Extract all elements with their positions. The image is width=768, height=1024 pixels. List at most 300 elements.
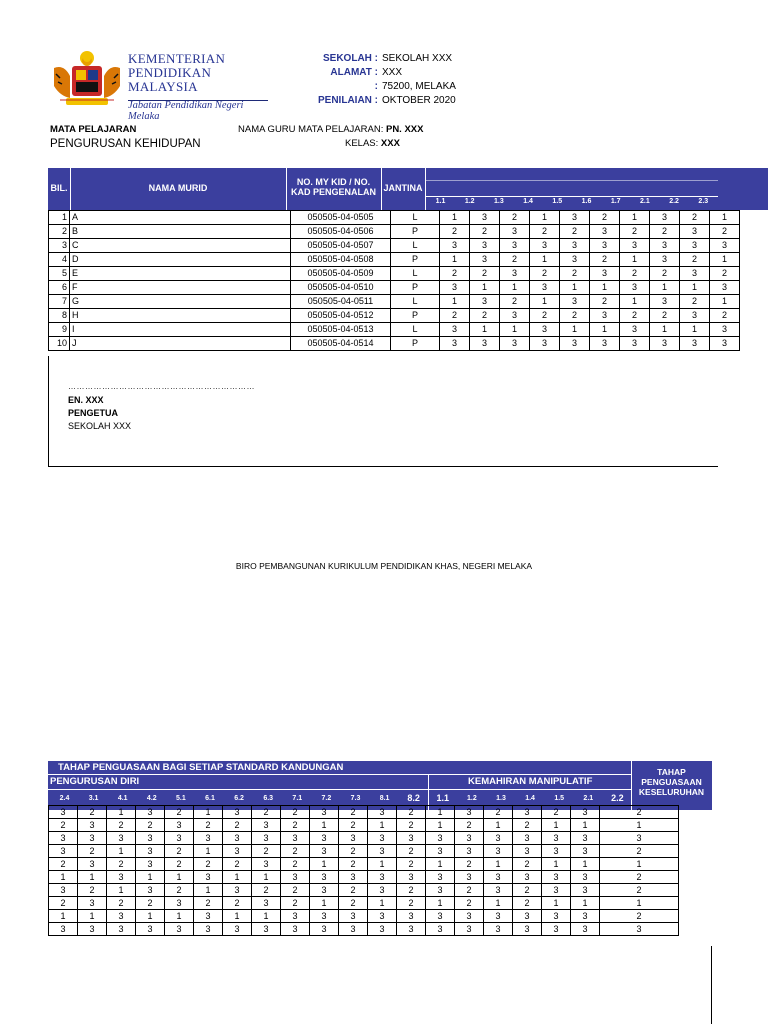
score-cell: 3	[194, 871, 223, 884]
score-cell: 3	[590, 337, 620, 351]
score-cell: 3	[484, 923, 513, 936]
score-cell: 3	[560, 239, 590, 253]
score-cell: 2	[339, 819, 368, 832]
score-cell: 1	[620, 211, 650, 225]
score-cell: 2	[136, 897, 165, 910]
score-cell: 3	[470, 253, 500, 267]
cell-bil: 4	[49, 253, 70, 267]
score-cell: 3	[513, 910, 542, 923]
score-cell: 2	[530, 225, 560, 239]
score-cell: 3	[194, 910, 223, 923]
cell-bil: 8	[49, 309, 70, 323]
cell-j: P	[391, 281, 440, 295]
overall-cell: 2	[600, 806, 679, 819]
cell-j: L	[391, 211, 440, 225]
score-cell: 3	[440, 239, 470, 253]
score-cell: 3	[397, 871, 426, 884]
score-cell: 1	[484, 897, 513, 910]
penilaian-label: PENILAIAN :	[318, 95, 378, 106]
sk-header: 2.2	[611, 793, 624, 803]
header-jantina: JANTINA	[383, 183, 423, 193]
overall-cell: 2	[600, 871, 679, 884]
score-cell: 2	[440, 309, 470, 323]
score-cell: 2	[530, 309, 560, 323]
score-cell: 2	[281, 845, 310, 858]
principal-title: PENGETUA	[68, 408, 119, 418]
score-cell: 1	[560, 281, 590, 295]
score-cell: 3	[223, 923, 252, 936]
score-cell: 1	[620, 295, 650, 309]
cell-bil: 6	[49, 281, 70, 295]
score-cell: 3	[107, 832, 136, 845]
score-cell: 2	[513, 819, 542, 832]
ministry-line1: KEMENTERIAN	[128, 51, 226, 66]
score-cell: 3	[571, 884, 600, 897]
score-cell: 1	[368, 858, 397, 871]
score-cell: 3	[484, 884, 513, 897]
score-cell: 2	[680, 211, 710, 225]
score-cell: 3	[513, 845, 542, 858]
class-label: KELAS:	[345, 138, 379, 149]
score-cell: 3	[560, 295, 590, 309]
score-cell: 3	[107, 910, 136, 923]
score-cell: 3	[455, 845, 484, 858]
sk-header: 1.2	[467, 795, 477, 802]
ministry-line3: MALAYSIA	[128, 79, 198, 94]
score-cell: 3	[542, 871, 571, 884]
score-cell: 3	[310, 871, 339, 884]
sk-header: 1.2	[464, 198, 475, 205]
sk-header: 2.3	[698, 198, 709, 205]
score-cell: 3	[470, 239, 500, 253]
score-cell: 3	[542, 845, 571, 858]
score-cell: 3	[680, 225, 710, 239]
score-cell: 3	[470, 337, 500, 351]
score-cell: 3	[650, 337, 680, 351]
score-cell: 2	[165, 858, 194, 871]
score-cell: 1	[571, 897, 600, 910]
score-cell: 3	[571, 910, 600, 923]
cell-bil: 2	[49, 225, 70, 239]
score-cell: 3	[426, 884, 455, 897]
score-cell: 1	[252, 871, 281, 884]
sk-header: 1.3	[496, 795, 506, 802]
table-row	[49, 884, 679, 897]
score-cell: 2	[513, 858, 542, 871]
class-value: XXX	[380, 138, 400, 149]
score-cell: 1	[542, 897, 571, 910]
score-cell: 3	[650, 239, 680, 253]
score-cell: 1	[571, 858, 600, 871]
ministry-line2: PENDIDIKAN	[128, 65, 212, 80]
score-cell: 3	[560, 253, 590, 267]
teacher-label: NAMA GURU MATA PELAJARAN:	[238, 124, 384, 135]
sk-header: 2.1	[583, 795, 594, 802]
sk-header: 2.1	[640, 198, 650, 205]
score-cell: 2	[650, 309, 680, 323]
sk-header: 2.2	[669, 198, 679, 205]
score-cell: 1	[136, 910, 165, 923]
score-cell: 3	[252, 819, 281, 832]
table-row	[49, 225, 740, 239]
overall-cell: 2	[600, 910, 679, 923]
table-row	[49, 267, 740, 281]
score-cell: 1	[542, 858, 571, 871]
score-cell: 1	[426, 858, 455, 871]
score-cell: 2	[165, 806, 194, 819]
overall-cell: 3	[600, 832, 679, 845]
cell-nama: G	[70, 295, 291, 309]
score-cell: 3	[368, 806, 397, 819]
score-cell: 2	[542, 806, 571, 819]
score-cell: 3	[368, 832, 397, 845]
principal-school: SEKOLAH XXX	[68, 421, 132, 431]
score-cell: 3	[513, 806, 542, 819]
score-cell: 2	[397, 897, 426, 910]
header-kid	[286, 177, 381, 197]
score-cell: 3	[281, 871, 310, 884]
score-cell: 3	[194, 923, 223, 936]
score-cell: 2	[397, 845, 426, 858]
score-cell: 1	[426, 897, 455, 910]
score-cell: 2	[49, 819, 78, 832]
cell-j: L	[391, 267, 440, 281]
score-cell: 1	[620, 253, 650, 267]
score-cell: 3	[136, 884, 165, 897]
score-cell: 3	[680, 267, 710, 281]
score-cell: 3	[560, 211, 590, 225]
score-cell: 3	[339, 832, 368, 845]
table-row	[49, 253, 740, 267]
score-cell: 3	[223, 845, 252, 858]
score-cell: 3	[368, 923, 397, 936]
score-cell: 3	[165, 819, 194, 832]
page-border-right	[711, 946, 712, 1024]
score-cell: 1	[223, 871, 252, 884]
score-cell: 1	[440, 295, 470, 309]
table-row	[49, 832, 679, 845]
score-cell: 3	[136, 923, 165, 936]
score-cell: 3	[680, 239, 710, 253]
score-cell: 3	[560, 337, 590, 351]
sk-header: 6.3	[263, 795, 274, 802]
score-cell: 3	[310, 884, 339, 897]
score-cell: 3	[590, 267, 620, 281]
score-cell: 2	[339, 806, 368, 819]
header-overall-line1: TAHAP	[657, 767, 686, 777]
score-cell: 2	[194, 819, 223, 832]
score-cell: 3	[310, 910, 339, 923]
score-cell: 3	[710, 239, 740, 253]
cell-nama: C	[70, 239, 291, 253]
score-cell: 2	[455, 819, 484, 832]
score-cell: 1	[560, 323, 590, 337]
score-cell: 1	[252, 910, 281, 923]
table-row	[49, 923, 679, 936]
score-cell: 2	[107, 858, 136, 871]
score-cell: 3	[571, 923, 600, 936]
score-cell: 2	[397, 819, 426, 832]
score-cell: 2	[281, 884, 310, 897]
score-cell: 2	[455, 897, 484, 910]
score-cell: 2	[650, 225, 680, 239]
score-cell: 2	[339, 858, 368, 871]
score-cell: 3	[571, 871, 600, 884]
score-cell: 3	[542, 832, 571, 845]
score-cell: 2	[620, 225, 650, 239]
score-cell: 1	[310, 858, 339, 871]
score-cell: 2	[281, 806, 310, 819]
cell-bil: 1	[49, 211, 70, 225]
score-cell: 2	[590, 211, 620, 225]
score-cell: 2	[470, 267, 500, 281]
sk-header: 7.2	[321, 795, 332, 802]
table-row	[49, 323, 740, 337]
overall-cell: 1	[600, 858, 679, 871]
score-cell: 3	[78, 923, 107, 936]
score-cell: 1	[710, 295, 740, 309]
score-cell: 3	[107, 923, 136, 936]
sk-header: 1.5	[552, 198, 563, 205]
table-row	[49, 819, 679, 832]
ministry-logo	[48, 48, 270, 122]
teacher-name: PN. XXX	[385, 124, 424, 135]
score-cell: 3	[513, 871, 542, 884]
table-row	[49, 337, 740, 351]
score-cell: 2	[165, 884, 194, 897]
score-cell: 3	[620, 281, 650, 295]
score-cell: 3	[252, 897, 281, 910]
student-score-table	[48, 210, 740, 351]
score-cell: 2	[397, 884, 426, 897]
score-cell: 3	[136, 832, 165, 845]
score-cell: 2	[136, 819, 165, 832]
score-cell: 1	[368, 897, 397, 910]
score-cell: 2	[455, 884, 484, 897]
score-cell: 2	[484, 806, 513, 819]
score-cell: 3	[397, 832, 426, 845]
score-cell: 2	[107, 897, 136, 910]
score-cell: 1	[530, 295, 560, 309]
score-cell: 3	[455, 806, 484, 819]
score-cell: 2	[620, 267, 650, 281]
header-kid-line2: KAD PENGENALAN	[290, 187, 376, 197]
score-cell: 1	[136, 871, 165, 884]
score-cell: 3	[310, 832, 339, 845]
score-cell: 2	[560, 267, 590, 281]
cell-j: P	[391, 337, 440, 351]
score-cell: 3	[500, 239, 530, 253]
score-cell: 3	[620, 239, 650, 253]
sk-header: 8.2	[407, 793, 420, 803]
cell-j: P	[391, 253, 440, 267]
score-cell: 2	[440, 225, 470, 239]
score-cell: 3	[455, 923, 484, 936]
score-cell: 3	[650, 253, 680, 267]
score-cell: 1	[530, 253, 560, 267]
header-bil: BIL.	[50, 183, 68, 193]
overall-cell: 2	[600, 845, 679, 858]
cell-ic: 050505-04-0510	[291, 281, 391, 295]
score-cell: 3	[455, 832, 484, 845]
department-name: Jabatan Pendidikan Negeri Melaka	[128, 100, 244, 122]
alamat-value-1: XXX	[382, 67, 403, 78]
score-cell: 3	[530, 281, 560, 295]
table1-header	[48, 168, 768, 210]
score-cell: 1	[49, 910, 78, 923]
sk-header: 1.6	[581, 198, 592, 205]
sk-header: 1.3	[494, 198, 504, 205]
score-cell: 3	[571, 806, 600, 819]
table-row	[49, 309, 740, 323]
header-nama: NAMA MURID	[148, 183, 208, 193]
score-cell: 3	[542, 884, 571, 897]
cell-ic: 050505-04-0509	[291, 267, 391, 281]
score-cell: 1	[571, 819, 600, 832]
cell-j: P	[391, 309, 440, 323]
score-cell: 3	[165, 923, 194, 936]
score-cell: 1	[500, 281, 530, 295]
score-cell: 3	[470, 295, 500, 309]
header-overall	[631, 767, 712, 797]
score-cell: 3	[426, 845, 455, 858]
table-row	[49, 295, 740, 309]
score-cell: 3	[397, 923, 426, 936]
overall-cell: 1	[600, 819, 679, 832]
score-cell: 3	[78, 897, 107, 910]
score-cell: 1	[710, 253, 740, 267]
score-cell: 2	[680, 295, 710, 309]
score-cell: 1	[165, 871, 194, 884]
score-cell: 2	[470, 309, 500, 323]
sk-header: 2.4	[59, 795, 70, 802]
overall-cell: 3	[600, 923, 679, 936]
header-kid-line1: NO. MY KID / NO.	[296, 177, 371, 187]
score-cell: 2	[339, 897, 368, 910]
cell-nama: F	[70, 281, 291, 295]
score-cell: 3	[107, 871, 136, 884]
score-cell: 1	[49, 871, 78, 884]
signature-line: …………………………………………………………	[68, 382, 255, 391]
score-cell: 2	[560, 225, 590, 239]
score-cell: 1	[710, 211, 740, 225]
sk-header: 7.3	[350, 795, 361, 802]
score-cell: 3	[590, 225, 620, 239]
score-cell: 3	[513, 832, 542, 845]
score-cell: 3	[426, 923, 455, 936]
overall-cell: 1	[600, 897, 679, 910]
score-cell: 3	[49, 806, 78, 819]
score-cell: 3	[136, 858, 165, 871]
teacher-info	[238, 124, 423, 135]
score-cell: 3	[165, 832, 194, 845]
sk-header: 1.7	[610, 198, 621, 205]
table2-title: TAHAP PENGUASAAN BAGI SETIAP STANDARD KANDUNGAN	[58, 762, 344, 773]
score-cell: 2	[281, 819, 310, 832]
score-cell: 3	[310, 806, 339, 819]
cell-nama: J	[70, 337, 291, 351]
sk-header: 4.1	[117, 795, 128, 802]
score-cell: 3	[542, 923, 571, 936]
score-cell: 3	[281, 832, 310, 845]
table-row	[49, 806, 679, 819]
score-cell: 2	[513, 897, 542, 910]
score-cell: 3	[440, 281, 470, 295]
score-cell: 3	[440, 337, 470, 351]
cell-bil: 3	[49, 239, 70, 253]
header-overall-line3: KESELURUHAN	[638, 787, 705, 797]
score-cell: 2	[590, 295, 620, 309]
score-cell: 3	[500, 225, 530, 239]
sk-header: 1.4	[523, 198, 533, 205]
cell-bil: 5	[49, 267, 70, 281]
score-cell: 2	[49, 897, 78, 910]
score-cell: 3	[710, 337, 740, 351]
score-cell: 2	[620, 309, 650, 323]
alamat-label: ALAMAT :	[330, 67, 378, 78]
score-cell: 2	[281, 858, 310, 871]
score-cell: 3	[49, 832, 78, 845]
score-cell: 3	[470, 211, 500, 225]
score-cell: 3	[368, 871, 397, 884]
score-cell: 3	[49, 884, 78, 897]
cell-j: L	[391, 323, 440, 337]
score-cell: 3	[426, 871, 455, 884]
cell-j: L	[391, 295, 440, 309]
score-cell: 1	[194, 806, 223, 819]
score-cell: 2	[455, 858, 484, 871]
table-row	[49, 910, 679, 923]
score-cell: 1	[440, 211, 470, 225]
score-cell: 3	[194, 832, 223, 845]
score-cell: 2	[223, 819, 252, 832]
score-cell: 2	[500, 295, 530, 309]
mastery-table	[48, 805, 679, 936]
score-cell: 2	[530, 267, 560, 281]
score-cell: 3	[252, 923, 281, 936]
score-cell: 1	[368, 819, 397, 832]
score-cell: 3	[368, 884, 397, 897]
sk-header: 1.4	[525, 795, 535, 802]
score-cell: 3	[368, 910, 397, 923]
score-cell: 1	[78, 910, 107, 923]
score-cell: 3	[513, 923, 542, 936]
cell-nama: A	[70, 211, 291, 225]
score-cell: 2	[680, 253, 710, 267]
cell-ic: 050505-04-0511	[291, 295, 391, 309]
score-cell: 3	[223, 832, 252, 845]
score-cell: 2	[339, 845, 368, 858]
subject-value: PENGURUSAN KEHIDUPAN	[50, 138, 201, 150]
score-cell: 2	[78, 806, 107, 819]
table-row	[49, 871, 679, 884]
score-cell: 3	[620, 323, 650, 337]
score-cell: 2	[710, 267, 740, 281]
score-cell: 3	[500, 267, 530, 281]
cell-bil: 7	[49, 295, 70, 309]
score-cell: 1	[470, 323, 500, 337]
score-cell: 2	[252, 845, 281, 858]
score-cell: 3	[165, 897, 194, 910]
score-cell: 3	[310, 923, 339, 936]
score-cell: 3	[650, 211, 680, 225]
score-cell: 1	[165, 910, 194, 923]
score-cell: 1	[107, 884, 136, 897]
score-cell: 3	[484, 832, 513, 845]
score-cell: 3	[484, 871, 513, 884]
school-info	[290, 52, 456, 108]
coat-of-arms-icon	[48, 48, 126, 108]
